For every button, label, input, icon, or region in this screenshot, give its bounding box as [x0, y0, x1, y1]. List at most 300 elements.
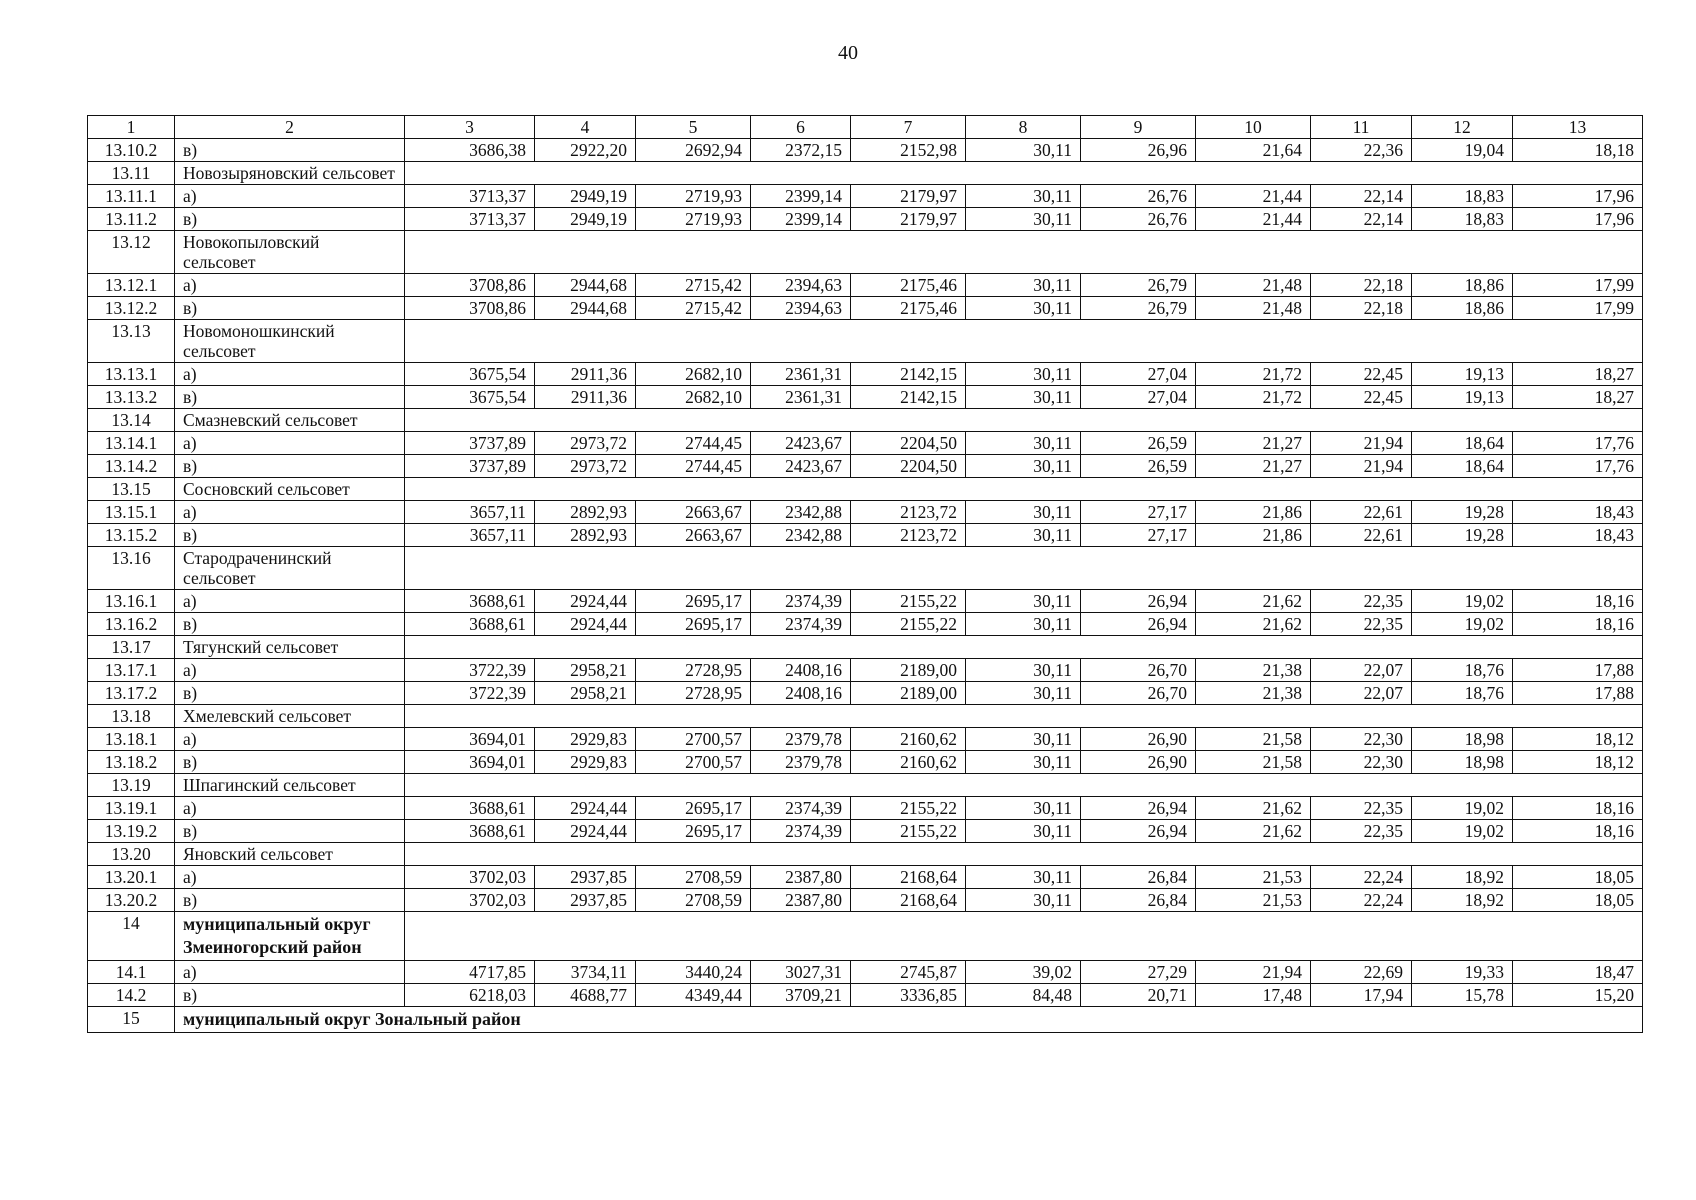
row-code: 13.12.1: [88, 274, 175, 297]
value-cell: 17,88: [1513, 659, 1643, 682]
value-cell: 2692,94: [636, 139, 751, 162]
value-cell: 30,11: [966, 659, 1081, 682]
empty-cell: [405, 547, 1643, 590]
value-cell: 3657,11: [405, 524, 535, 547]
section-name: Яновский сельсовет: [175, 843, 405, 866]
row-label: а): [175, 797, 405, 820]
value-cell: 30,11: [966, 139, 1081, 162]
value-cell: 17,88: [1513, 682, 1643, 705]
value-cell: 6218,03: [405, 984, 535, 1007]
value-cell: 2929,83: [535, 728, 636, 751]
value-cell: 2663,67: [636, 501, 751, 524]
value-cell: 3722,39: [405, 682, 535, 705]
value-cell: 21,72: [1196, 363, 1311, 386]
value-cell: 18,05: [1513, 889, 1643, 912]
header-cell: 4: [535, 116, 636, 139]
value-cell: 19,28: [1412, 524, 1513, 547]
value-cell: 15,78: [1412, 984, 1513, 1007]
value-cell: 30,11: [966, 797, 1081, 820]
value-cell: 18,16: [1513, 613, 1643, 636]
value-cell: 2399,14: [751, 208, 851, 231]
value-cell: 2924,44: [535, 590, 636, 613]
row-code: 14.2: [88, 984, 175, 1007]
row-label: в): [175, 386, 405, 409]
value-cell: 2700,57: [636, 728, 751, 751]
value-cell: 2744,45: [636, 455, 751, 478]
table-row: [88, 297, 1643, 320]
value-cell: 30,11: [966, 590, 1081, 613]
row-code: 13.13.2: [88, 386, 175, 409]
value-cell: 84,48: [966, 984, 1081, 1007]
value-cell: 30,11: [966, 501, 1081, 524]
row-code: 13.16: [88, 547, 175, 590]
value-cell: 18,16: [1513, 590, 1643, 613]
value-cell: 21,58: [1196, 728, 1311, 751]
row-label: в): [175, 820, 405, 843]
value-cell: 2958,21: [535, 682, 636, 705]
row-code: 13.20.1: [88, 866, 175, 889]
row-label: а): [175, 274, 405, 297]
row-label: в): [175, 455, 405, 478]
section-name: Новозыряновский сельсовет: [175, 162, 405, 185]
value-cell: 2189,00: [851, 682, 966, 705]
value-cell: 3737,89: [405, 455, 535, 478]
value-cell: 30,11: [966, 889, 1081, 912]
header-cell: 3: [405, 116, 535, 139]
value-cell: 2744,45: [636, 432, 751, 455]
empty-cell: [405, 320, 1643, 363]
section-row: [88, 774, 1643, 797]
value-cell: 2361,31: [751, 386, 851, 409]
value-cell: 3694,01: [405, 751, 535, 774]
tariff-table: [87, 115, 1643, 1033]
value-cell: 2374,39: [751, 797, 851, 820]
row-label: а): [175, 961, 405, 984]
value-cell: 2142,15: [851, 363, 966, 386]
value-cell: 17,76: [1513, 432, 1643, 455]
value-cell: 26,79: [1081, 297, 1196, 320]
value-cell: 21,94: [1311, 432, 1412, 455]
value-cell: 2408,16: [751, 682, 851, 705]
value-cell: 2168,64: [851, 866, 966, 889]
value-cell: 2682,10: [636, 386, 751, 409]
row-code: 13.13: [88, 320, 175, 363]
value-cell: 21,58: [1196, 751, 1311, 774]
value-cell: 22,45: [1311, 363, 1412, 386]
empty-cell: [405, 162, 1643, 185]
empty-cell: [405, 774, 1643, 797]
value-cell: 26,94: [1081, 820, 1196, 843]
value-cell: 18,12: [1513, 728, 1643, 751]
value-cell: 30,11: [966, 682, 1081, 705]
value-cell: 2189,00: [851, 659, 966, 682]
value-cell: 18,18: [1513, 139, 1643, 162]
value-cell: 26,94: [1081, 613, 1196, 636]
table-row: [88, 682, 1643, 705]
value-cell: 21,86: [1196, 524, 1311, 547]
value-cell: 2973,72: [535, 455, 636, 478]
empty-cell: [405, 231, 1643, 274]
value-cell: 30,11: [966, 820, 1081, 843]
value-cell: 22,61: [1311, 524, 1412, 547]
value-cell: 18,86: [1412, 297, 1513, 320]
value-cell: 17,99: [1513, 297, 1643, 320]
value-cell: 26,79: [1081, 274, 1196, 297]
value-cell: 18,12: [1513, 751, 1643, 774]
value-cell: 18,05: [1513, 866, 1643, 889]
value-cell: 27,04: [1081, 363, 1196, 386]
row-label: а): [175, 659, 405, 682]
value-cell: 30,11: [966, 297, 1081, 320]
value-cell: 2892,93: [535, 524, 636, 547]
value-cell: 2695,17: [636, 590, 751, 613]
row-label: а): [175, 363, 405, 386]
empty-cell: [405, 478, 1643, 501]
value-cell: 2937,85: [535, 866, 636, 889]
value-cell: 30,11: [966, 866, 1081, 889]
value-cell: 2745,87: [851, 961, 966, 984]
section-row: [88, 409, 1643, 432]
table-row: [88, 613, 1643, 636]
value-cell: 4688,77: [535, 984, 636, 1007]
row-label: в): [175, 613, 405, 636]
row-code: 13.17: [88, 636, 175, 659]
row-label: в): [175, 889, 405, 912]
value-cell: 30,11: [966, 432, 1081, 455]
row-label: в): [175, 984, 405, 1007]
value-cell: 2175,46: [851, 297, 966, 320]
value-cell: 18,16: [1513, 820, 1643, 843]
empty-cell: [405, 409, 1643, 432]
value-cell: 3737,89: [405, 432, 535, 455]
value-cell: 19,28: [1412, 501, 1513, 524]
section-row: [88, 320, 1643, 363]
header-cell: 9: [1081, 116, 1196, 139]
page-number: 40: [838, 42, 858, 64]
value-cell: 3722,39: [405, 659, 535, 682]
row-label: а): [175, 728, 405, 751]
row-code: 14.1: [88, 961, 175, 984]
value-cell: 19,02: [1412, 590, 1513, 613]
value-cell: 2394,63: [751, 274, 851, 297]
value-cell: 15,20: [1513, 984, 1643, 1007]
value-cell: 39,02: [966, 961, 1081, 984]
value-cell: 22,14: [1311, 185, 1412, 208]
value-cell: 2924,44: [535, 820, 636, 843]
header-cell: 10: [1196, 116, 1311, 139]
value-cell: 2695,17: [636, 797, 751, 820]
value-cell: 2379,78: [751, 728, 851, 751]
value-cell: 2423,67: [751, 455, 851, 478]
value-cell: 22,18: [1311, 274, 1412, 297]
value-cell: 21,53: [1196, 866, 1311, 889]
value-cell: 17,76: [1513, 455, 1643, 478]
header-cell: 1: [88, 116, 175, 139]
row-code: 13.18.1: [88, 728, 175, 751]
table-row: [88, 524, 1643, 547]
value-cell: 18,16: [1513, 797, 1643, 820]
value-cell: 2663,67: [636, 524, 751, 547]
value-cell: 18,83: [1412, 208, 1513, 231]
row-code: 13.14.1: [88, 432, 175, 455]
value-cell: 2155,22: [851, 590, 966, 613]
value-cell: 3702,03: [405, 889, 535, 912]
value-cell: 2175,46: [851, 274, 966, 297]
empty-cell: [405, 636, 1643, 659]
value-cell: 2361,31: [751, 363, 851, 386]
value-cell: 19,13: [1412, 363, 1513, 386]
row-label: в): [175, 751, 405, 774]
row-label: в): [175, 297, 405, 320]
value-cell: 2715,42: [636, 297, 751, 320]
value-cell: 2387,80: [751, 866, 851, 889]
value-cell: 21,62: [1196, 820, 1311, 843]
value-cell: 3734,11: [535, 961, 636, 984]
value-cell: 22,35: [1311, 613, 1412, 636]
value-cell: 2922,20: [535, 139, 636, 162]
value-cell: 2374,39: [751, 820, 851, 843]
value-cell: 18,98: [1412, 728, 1513, 751]
row-code: 14: [88, 912, 175, 961]
value-cell: 2179,97: [851, 208, 966, 231]
value-cell: 2342,88: [751, 501, 851, 524]
value-cell: 3688,61: [405, 590, 535, 613]
table-row: [88, 961, 1643, 984]
value-cell: 3694,01: [405, 728, 535, 751]
value-cell: 27,17: [1081, 524, 1196, 547]
empty-cell: [405, 912, 1643, 961]
value-cell: 2160,62: [851, 728, 966, 751]
value-cell: 22,30: [1311, 751, 1412, 774]
section-row: [88, 1007, 1643, 1033]
value-cell: 17,99: [1513, 274, 1643, 297]
value-cell: 21,62: [1196, 797, 1311, 820]
value-cell: 19,13: [1412, 386, 1513, 409]
value-cell: 21,62: [1196, 590, 1311, 613]
section-name: муниципальный округ Зональный район: [175, 1007, 1643, 1033]
value-cell: 26,59: [1081, 432, 1196, 455]
value-cell: 30,11: [966, 274, 1081, 297]
value-cell: 2342,88: [751, 524, 851, 547]
value-cell: 2719,93: [636, 208, 751, 231]
section-row: [88, 912, 1643, 961]
value-cell: 18,92: [1412, 866, 1513, 889]
value-cell: 17,96: [1513, 208, 1643, 231]
value-cell: 2155,22: [851, 797, 966, 820]
value-cell: 19,04: [1412, 139, 1513, 162]
value-cell: 2374,39: [751, 590, 851, 613]
value-cell: 2715,42: [636, 274, 751, 297]
value-cell: 3702,03: [405, 866, 535, 889]
value-cell: 30,11: [966, 363, 1081, 386]
header-cell: 12: [1412, 116, 1513, 139]
value-cell: 22,36: [1311, 139, 1412, 162]
value-cell: 18,98: [1412, 751, 1513, 774]
row-label: а): [175, 185, 405, 208]
row-code: 13.13.1: [88, 363, 175, 386]
value-cell: 21,62: [1196, 613, 1311, 636]
value-cell: 2423,67: [751, 432, 851, 455]
value-cell: 3675,54: [405, 363, 535, 386]
value-cell: 22,24: [1311, 866, 1412, 889]
section-name: Смазневский сельсовет: [175, 409, 405, 432]
value-cell: 3686,38: [405, 139, 535, 162]
value-cell: 22,35: [1311, 797, 1412, 820]
table-row: [88, 455, 1643, 478]
value-cell: 2204,50: [851, 432, 966, 455]
value-cell: 2924,44: [535, 797, 636, 820]
table-row: [88, 984, 1643, 1007]
value-cell: 21,38: [1196, 659, 1311, 682]
value-cell: 27,04: [1081, 386, 1196, 409]
value-cell: 18,47: [1513, 961, 1643, 984]
value-cell: 2399,14: [751, 185, 851, 208]
value-cell: 22,30: [1311, 728, 1412, 751]
value-cell: 22,24: [1311, 889, 1412, 912]
value-cell: 2944,68: [535, 297, 636, 320]
row-label: в): [175, 139, 405, 162]
value-cell: 27,17: [1081, 501, 1196, 524]
value-cell: 2708,59: [636, 866, 751, 889]
value-cell: 19,02: [1412, 613, 1513, 636]
value-cell: 30,11: [966, 386, 1081, 409]
section-name: Стародраченинский сельсовет: [175, 547, 405, 590]
value-cell: 19,02: [1412, 820, 1513, 843]
row-code: 13.11.2: [88, 208, 175, 231]
value-cell: 30,11: [966, 524, 1081, 547]
row-label: а): [175, 866, 405, 889]
value-cell: 3709,21: [751, 984, 851, 1007]
value-cell: 2958,21: [535, 659, 636, 682]
row-code: 13.15.1: [88, 501, 175, 524]
value-cell: 26,76: [1081, 208, 1196, 231]
row-code: 13.18.2: [88, 751, 175, 774]
value-cell: 26,96: [1081, 139, 1196, 162]
value-cell: 18,92: [1412, 889, 1513, 912]
value-cell: 3675,54: [405, 386, 535, 409]
value-cell: 21,38: [1196, 682, 1311, 705]
value-cell: 3688,61: [405, 820, 535, 843]
value-cell: 2719,93: [636, 185, 751, 208]
value-cell: 21,86: [1196, 501, 1311, 524]
value-cell: 3713,37: [405, 208, 535, 231]
section-name: Новокопыловский сельсовет: [175, 231, 405, 274]
table-row: [88, 501, 1643, 524]
row-label: а): [175, 590, 405, 613]
row-code: 13.19: [88, 774, 175, 797]
value-cell: 2924,44: [535, 613, 636, 636]
value-cell: 2728,95: [636, 659, 751, 682]
table-row: [88, 797, 1643, 820]
value-cell: 17,94: [1311, 984, 1412, 1007]
row-code: 13.14: [88, 409, 175, 432]
value-cell: 27,29: [1081, 961, 1196, 984]
header-cell: 8: [966, 116, 1081, 139]
value-cell: 3027,31: [751, 961, 851, 984]
value-cell: 21,72: [1196, 386, 1311, 409]
value-cell: 26,84: [1081, 866, 1196, 889]
value-cell: 21,94: [1311, 455, 1412, 478]
header-cell: 5: [636, 116, 751, 139]
value-cell: 18,64: [1412, 455, 1513, 478]
table-body: [88, 116, 1643, 1033]
value-cell: 2123,72: [851, 501, 966, 524]
table-row: [88, 386, 1643, 409]
value-cell: 17,96: [1513, 185, 1643, 208]
value-cell: 30,11: [966, 751, 1081, 774]
value-cell: 22,69: [1311, 961, 1412, 984]
value-cell: 26,94: [1081, 590, 1196, 613]
section-row: [88, 843, 1643, 866]
row-code: 13.17.2: [88, 682, 175, 705]
value-cell: 22,07: [1311, 659, 1412, 682]
value-cell: 30,11: [966, 455, 1081, 478]
row-label: а): [175, 501, 405, 524]
value-cell: 2949,19: [535, 208, 636, 231]
value-cell: 2372,15: [751, 139, 851, 162]
value-cell: 21,94: [1196, 961, 1311, 984]
header-cell: 11: [1311, 116, 1412, 139]
value-cell: 26,76: [1081, 185, 1196, 208]
row-code: 13.19.2: [88, 820, 175, 843]
row-code: 15: [88, 1007, 175, 1033]
header-cell: 7: [851, 116, 966, 139]
value-cell: 2160,62: [851, 751, 966, 774]
value-cell: 2708,59: [636, 889, 751, 912]
value-cell: 4349,44: [636, 984, 751, 1007]
value-cell: 2142,15: [851, 386, 966, 409]
value-cell: 21,27: [1196, 432, 1311, 455]
empty-cell: [405, 843, 1643, 866]
header-cell: 2: [175, 116, 405, 139]
row-code: 13.18: [88, 705, 175, 728]
value-cell: 2408,16: [751, 659, 851, 682]
section-name: Сосновский сельсовет: [175, 478, 405, 501]
row-code: 13.11.1: [88, 185, 175, 208]
value-cell: 2973,72: [535, 432, 636, 455]
table-row: [88, 432, 1643, 455]
value-cell: 21,53: [1196, 889, 1311, 912]
value-cell: 22,07: [1311, 682, 1412, 705]
value-cell: 21,64: [1196, 139, 1311, 162]
table-row: [88, 728, 1643, 751]
section-row: [88, 162, 1643, 185]
value-cell: 26,90: [1081, 728, 1196, 751]
value-cell: 19,33: [1412, 961, 1513, 984]
value-cell: 3688,61: [405, 797, 535, 820]
value-cell: 3713,37: [405, 185, 535, 208]
value-cell: 2394,63: [751, 297, 851, 320]
value-cell: 22,35: [1311, 820, 1412, 843]
value-cell: 21,44: [1196, 208, 1311, 231]
value-cell: 2682,10: [636, 363, 751, 386]
table-row: [88, 590, 1643, 613]
value-cell: 3440,24: [636, 961, 751, 984]
table-row: [88, 659, 1643, 682]
section-name: Новомоношкинский сельсовет: [175, 320, 405, 363]
row-code: 13.19.1: [88, 797, 175, 820]
value-cell: 2379,78: [751, 751, 851, 774]
value-cell: 3688,61: [405, 613, 535, 636]
value-cell: 21,48: [1196, 274, 1311, 297]
section-row: [88, 636, 1643, 659]
value-cell: 18,43: [1513, 501, 1643, 524]
section-name: Хмелевский сельсовет: [175, 705, 405, 728]
value-cell: 21,48: [1196, 297, 1311, 320]
value-cell: 18,76: [1412, 682, 1513, 705]
value-cell: 2155,22: [851, 820, 966, 843]
row-code: 13.16.1: [88, 590, 175, 613]
